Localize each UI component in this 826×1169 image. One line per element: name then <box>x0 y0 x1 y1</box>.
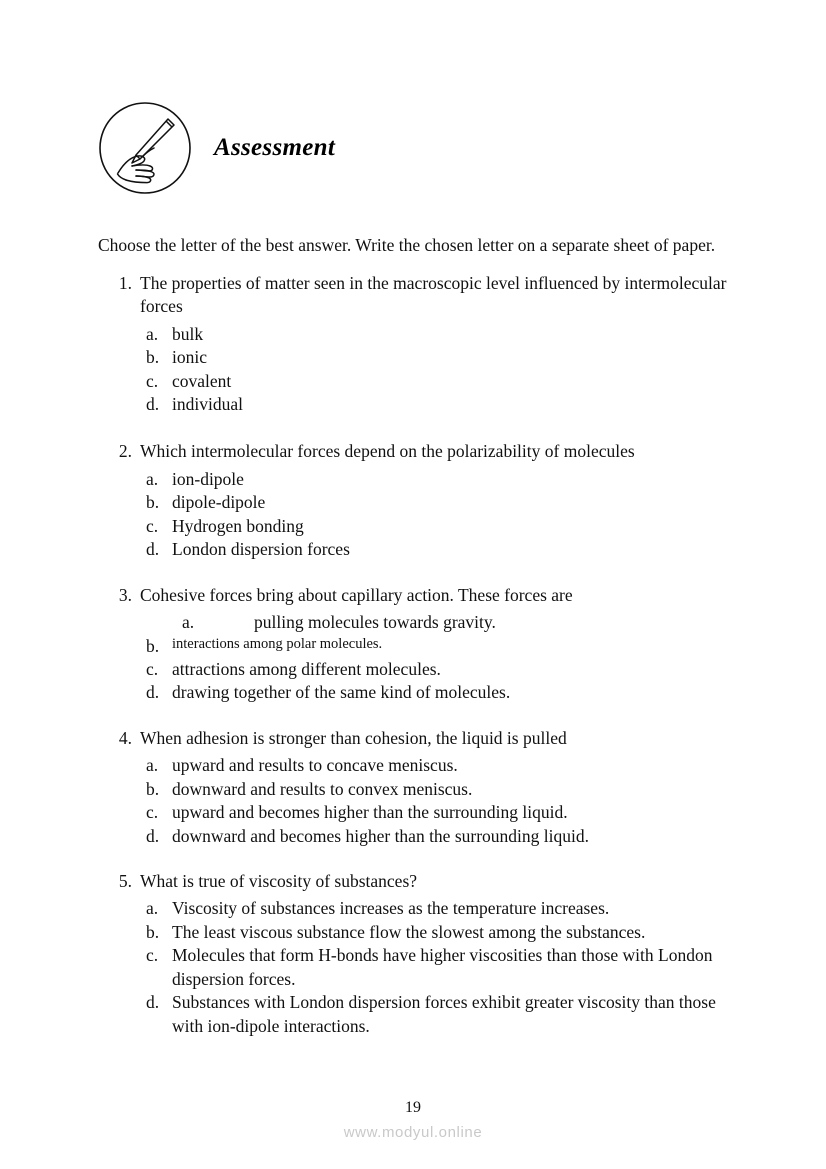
choice-text: covalent <box>172 370 232 391</box>
question-number: 2. <box>118 441 132 462</box>
page-title: Assessment <box>214 134 336 161</box>
question-stem: When adhesion is stronger than cohesion, the liquid is pulled <box>140 727 567 748</box>
choice-letter: a. <box>146 468 159 489</box>
choice-option[interactable] <box>146 538 728 561</box>
choice-text: The least viscous substance flow the slowest among the substances. <box>172 921 646 942</box>
question-number: 5. <box>118 871 132 892</box>
choice-text: individual <box>172 394 243 415</box>
question-number: 1. <box>118 272 132 293</box>
choice-option[interactable] <box>146 681 728 704</box>
choice-letter: c. <box>146 370 159 391</box>
choice-letter: b. <box>146 635 160 656</box>
choice-option[interactable] <box>146 897 728 920</box>
choice-text: upward and results to concave meniscus. <box>172 755 458 776</box>
choice-text: Viscosity of substances increases as the temperature increases. <box>172 898 610 919</box>
choice-letter: d. <box>146 825 160 846</box>
question-stem: What is true of viscosity of substances? <box>140 871 418 892</box>
assessment-header <box>98 95 728 201</box>
question-item <box>98 272 728 417</box>
choice-letter: a. <box>182 612 195 633</box>
choice-option[interactable] <box>146 921 728 944</box>
choice-option[interactable] <box>146 611 728 634</box>
choice-option[interactable] <box>146 658 728 681</box>
watermark: www.modyul.online <box>343 1124 483 1141</box>
choice-text: attractions among different molecules. <box>172 658 441 679</box>
choice-text: upward and becomes higher than the surrounding liquid. <box>172 802 568 823</box>
choice-letter: c. <box>146 945 159 966</box>
choice-letter: c. <box>146 515 159 536</box>
choice-letter: d. <box>146 992 160 1013</box>
choice-text: downward and results to convex meniscus. <box>172 778 473 799</box>
choice-text: bulk <box>172 323 204 344</box>
page-content <box>98 95 728 1060</box>
question-stem: Cohesive forces bring about capillary action. These forces are <box>140 584 573 605</box>
choice-option[interactable] <box>146 393 728 416</box>
question-item <box>98 440 728 561</box>
choice-text: dipole-dipole <box>172 492 266 513</box>
choice-letter: a. <box>146 323 159 344</box>
choice-letter: b. <box>146 492 160 513</box>
choice-list <box>98 611 728 705</box>
choice-text: drawing together of the same kind of molecules. <box>172 682 511 703</box>
choice-option[interactable] <box>146 323 728 346</box>
instructions-text: Choose the letter of the best answer. Write the chosen letter on a separate sheet of paper. <box>98 235 716 255</box>
choice-text: Molecules that form H-bonds have higher viscosities than those with London dispersion forces. <box>172 945 713 989</box>
choice-text: interactions among polar molecules. <box>172 635 383 652</box>
choice-list <box>98 323 728 417</box>
choice-letter: d. <box>146 394 160 415</box>
question-number: 3. <box>118 584 132 605</box>
choice-option[interactable] <box>146 515 728 538</box>
choice-letter: b. <box>146 347 160 368</box>
choice-letter: c. <box>146 802 159 823</box>
choice-letter: b. <box>146 921 160 942</box>
choice-option[interactable] <box>146 778 728 801</box>
choice-text: London dispersion forces <box>172 539 350 560</box>
page-number: 19 <box>405 1099 421 1116</box>
choice-option[interactable] <box>146 468 728 491</box>
choice-text: ion-dipole <box>172 468 244 489</box>
question-item <box>98 584 728 705</box>
choice-text: downward and becomes higher than the surrounding liquid. <box>172 825 589 846</box>
choice-list <box>98 468 728 562</box>
choice-list <box>98 897 728 1038</box>
question-number: 4. <box>118 727 132 748</box>
choice-option[interactable] <box>146 944 728 991</box>
choice-letter: b. <box>146 778 160 799</box>
choice-option[interactable] <box>146 801 728 824</box>
choice-option[interactable] <box>146 635 728 658</box>
choice-option[interactable] <box>146 825 728 848</box>
choice-letter: a. <box>146 898 159 919</box>
question-item <box>98 870 728 1038</box>
question-item <box>98 727 728 848</box>
choice-letter: d. <box>146 682 160 703</box>
choice-text: Hydrogen bonding <box>172 515 304 536</box>
hand-writing-pencil-circle-icon <box>98 101 192 195</box>
choice-letter: c. <box>146 658 159 679</box>
question-stem: The properties of matter seen in the macroscopic level influenced by intermolecular forces <box>140 272 727 317</box>
choice-text: pulling molecules towards gravity. <box>254 612 496 633</box>
choice-option[interactable] <box>146 491 728 514</box>
choice-option[interactable] <box>146 754 728 777</box>
choice-option[interactable] <box>146 346 728 369</box>
choice-list <box>98 754 728 848</box>
choice-option[interactable] <box>146 370 728 393</box>
choice-letter: d. <box>146 539 160 560</box>
choice-text: ionic <box>172 347 207 368</box>
choice-text: Substances with London dispersion forces exhibit greater viscosity than those with ion-dipole interactions. <box>172 992 716 1036</box>
question-list <box>98 272 728 1038</box>
question-stem: Which intermolecular forces depend on the polarizability of molecules <box>140 441 635 462</box>
choice-option[interactable] <box>146 991 728 1038</box>
choice-letter: a. <box>146 755 159 776</box>
